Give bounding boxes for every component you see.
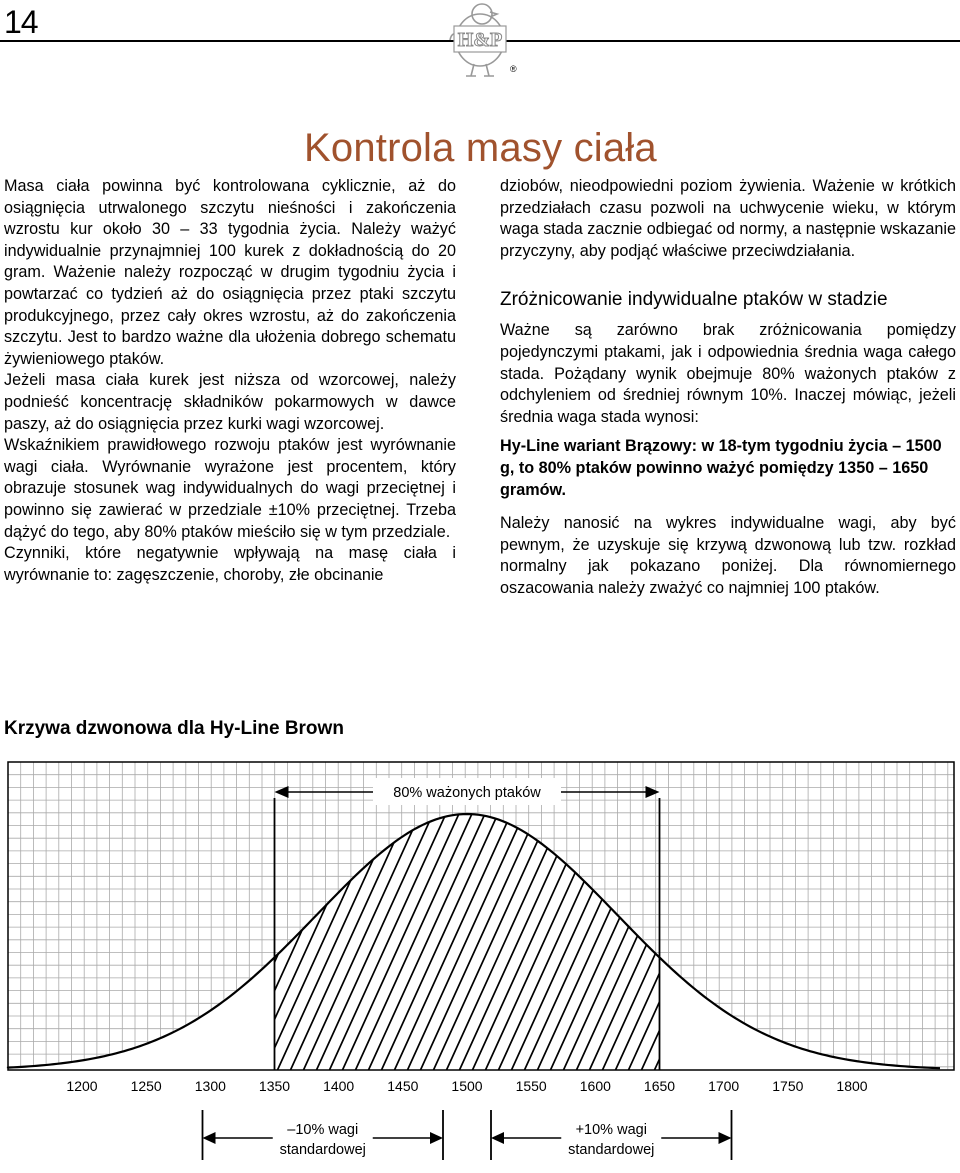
x-tick xyxy=(440,1073,494,1099)
logo-mark: ® xyxy=(510,64,517,74)
shaded-range-label: 80% ważonych ptaków xyxy=(393,785,541,801)
paragraph: Należy nanosić na wykres indywidualne wagi, aby być pewnym, że uzyskuje się krzywą dzwonową lub tzw. rozkład normalny jak pokazano poniżej. Dla równomiernego oszacowania należy zważyć co najmniej 100 ptaków. xyxy=(500,514,956,597)
paragraph: Czynniki, które negatywnie wpływają na masę ciała i wyrównanie to: zagęszczenie, choroby, złe obcinanie xyxy=(4,544,456,584)
x-tick-label: 1200 xyxy=(66,1078,98,1094)
x-tick-label: 1500 xyxy=(451,1078,483,1094)
x-tick xyxy=(761,1073,815,1099)
paragraph: Masa ciała powinna być kontrolowana cyklicznie, aż do osiągnięcia utrwalonego szczytu nieśności i zakończenia wzrostu kur około 30 – 33 tygodnia życia. Należy ważyć indywidualnie przynajmniej 100 kurek z dokładnością do 20 gram. Ważenie należy rozpocząć w drugim tygodniu życia i powtarzać co tydzień aż do osiągnięcia przez ptaki szczytu produkcyjnego, przez cały okres wzrostu, aż do zakończenia szczytu. Jest to bardzo ważne dla ułożenia dobrego schematu żywieniowego ptaków. xyxy=(4,177,456,368)
x-tick xyxy=(697,1073,751,1099)
page-title: Kontrola masy ciała xyxy=(304,126,657,170)
paragraph: dziobów, nieodpowiedni poziom żywienia. Ważenie w krótkich przedziałach czasu pozwoli na uchwycenie wieku, w którym waga stada zacznie odbiegać od normy, a następnie wskazanie przyczyny, aby podjąć właściwe przeciwdziałania. xyxy=(500,177,956,260)
band-label: +10% wagi xyxy=(575,1122,647,1138)
x-tick-label: 1400 xyxy=(323,1078,355,1094)
x-tick xyxy=(312,1073,366,1099)
band-label: standardowej xyxy=(568,1142,655,1158)
x-tick xyxy=(376,1073,430,1099)
x-tick xyxy=(825,1073,879,1099)
x-tick-label: 1450 xyxy=(387,1078,419,1094)
page-number: 14 xyxy=(4,4,38,40)
band-arrowhead xyxy=(719,1132,732,1144)
paragraph: Wskaźnikiem prawidłowego rozwoju ptaków jest wyrównanie wagi ciała. Wyrównanie wyrażone jest procentem, który obrazuje stosunek wag indywidualnych do wagi przeciętnej i powinno się zawierać w przedziale ±10% przeciętnej. Trzeba dążyć do tego, aby 80% ptaków mieściło się w tym przedziale. xyxy=(4,436,456,541)
x-tick xyxy=(633,1073,687,1099)
logo-text: H&P xyxy=(457,29,503,51)
band-arrowhead xyxy=(491,1132,504,1144)
band-label: standardowej xyxy=(279,1142,366,1158)
x-tick-label: 1550 xyxy=(515,1078,547,1094)
x-tick-label: 1300 xyxy=(194,1078,226,1094)
deviation-band xyxy=(491,1110,732,1160)
highlight-paragraph: Hy-Line wariant Brązowy: w 18-tym tygodniu życia – 1500 g, to 80% ptaków powinno ważyć pomiędzy 1350 – 1650 gramów. xyxy=(500,437,942,499)
paragraph: Jeżeli masa ciała kurek jest niższa od wzorcowej, należy podnieść koncentrację składników pokarmowych w dawce paszy, aż do osiągnięcia przez kurki wagi wzorcowej. xyxy=(4,371,456,433)
x-tick-label: 1250 xyxy=(130,1078,162,1094)
left-column xyxy=(4,176,456,586)
x-tick xyxy=(248,1073,302,1099)
x-tick xyxy=(504,1073,558,1099)
band-arrowhead xyxy=(203,1132,216,1144)
x-tick xyxy=(55,1073,109,1099)
x-tick xyxy=(119,1073,173,1099)
chart-title: Krzywa dzwonowa dla Hy-Line Brown xyxy=(4,718,344,739)
x-tick-label: 1650 xyxy=(643,1078,676,1094)
band-label: –10% wagi xyxy=(287,1122,359,1138)
x-tick-label: 1350 xyxy=(258,1078,291,1094)
bell-curve-chart xyxy=(0,740,960,1173)
x-tick-label: 1800 xyxy=(836,1078,868,1094)
right-column xyxy=(500,176,956,600)
chick-icon xyxy=(438,0,522,82)
band-arrowhead xyxy=(430,1132,443,1144)
x-axis-ticks xyxy=(55,1073,879,1099)
x-tick xyxy=(183,1073,237,1099)
x-tick-label: 1750 xyxy=(772,1078,804,1094)
x-tick xyxy=(568,1073,622,1099)
paragraph: Ważne są zarówno brak zróżnicowania pomiędzy pojedynczymi ptakami, jak i odpowiednia średnia waga całego stada. Pożądany wynik obejmuje 80% ważonych ptaków z odchyleniem od średniej równym 10%. Inaczej mówiąc, jeżeli średnia waga stada wynosi: xyxy=(500,321,956,426)
x-tick-label: 1700 xyxy=(708,1078,740,1094)
section-heading: Zróżnicowanie indywidualne ptaków w stadzie xyxy=(500,289,888,311)
x-tick-label: 1600 xyxy=(579,1078,611,1094)
deviation-band xyxy=(203,1110,444,1160)
deviation-bands xyxy=(203,1110,732,1160)
